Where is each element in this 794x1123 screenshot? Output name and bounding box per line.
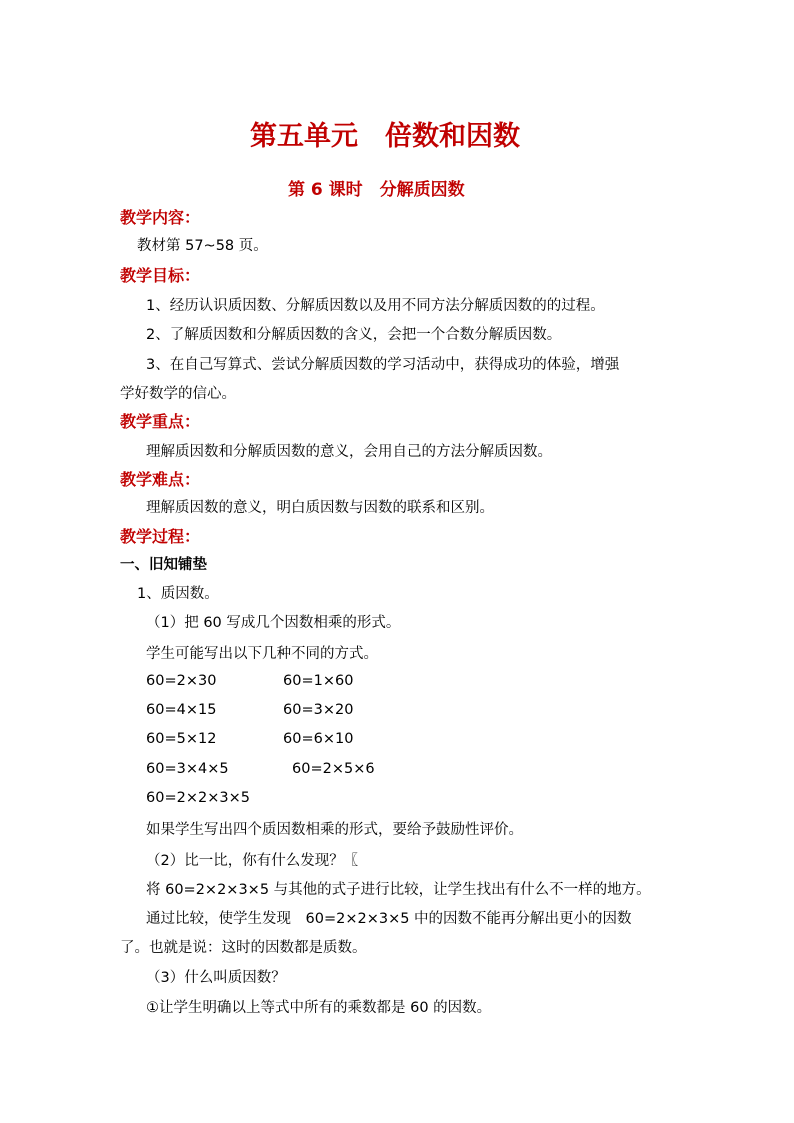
difficulties-text: 理解质因数的意义，明白质因数与因数的联系和区别。 — [146, 500, 494, 516]
difficulties-heading: 教学难点： — [120, 470, 201, 489]
objective-item-2: 2、了解质因数和分解质因数的含义，会把一个合数分解质因数。 — [146, 327, 562, 343]
equation: 60=1×60 — [283, 673, 354, 689]
discover-text-cont: 了。也就是说：这时的因数都是质数。 — [120, 940, 367, 956]
equation: 60=3×20 — [283, 702, 354, 718]
page-title: 第五单元 倍数和因数 — [250, 121, 520, 152]
equation: 60=4×15 — [146, 702, 217, 718]
equation: 60=6×10 — [283, 731, 354, 747]
process-part-1: 一、旧知铺垫 — [120, 557, 207, 573]
key-points-heading: 教学重点： — [120, 412, 201, 431]
equation: 60=2×5×6 — [292, 761, 375, 777]
question-2: （2）比一比，你有什么发现？〖 — [146, 853, 359, 869]
discover-text: 通过比较，使学生发现 60=2×2×3×5 中的因数不能再分解出更小的因数 — [146, 911, 632, 927]
objectives-heading: 教学目标： — [120, 266, 201, 285]
question-3: （3）什么叫质因数？ — [146, 970, 286, 986]
question-1: （1）把 60 写成几个因数相乘的形式。 — [146, 615, 401, 631]
equation: 60=3×4×5 — [146, 761, 229, 777]
lesson-subtitle: 第 6 课时 分解质因数 — [288, 180, 465, 200]
equation: 60=2×2×3×5 — [146, 790, 250, 806]
equation: 60=5×12 — [146, 731, 217, 747]
objective-item-3: 3、在自己写算式、尝试分解质因数的学习活动中，获得成功的体验，增强 — [146, 357, 620, 373]
process-heading: 教学过程： — [120, 527, 201, 546]
content-text: 教材第 57~58 页。 — [137, 238, 268, 254]
praise-text: 如果学生写出四个质因数相乘的形式，要给予鼓励性评价。 — [146, 822, 523, 838]
objective-item-1: 1、经历认识质因数、分解质因数以及用不同方法分解质因数的的过程。 — [146, 298, 605, 314]
objective-item-3-cont: 学好数学的信心。 — [120, 386, 236, 402]
process-sub-1: 1、质因数。 — [137, 586, 219, 602]
key-points-text: 理解质因数和分解质因数的意义，会用自己的方法分解质因数。 — [146, 444, 552, 460]
content-heading: 教学内容： — [120, 208, 201, 227]
equation: 60=2×30 — [146, 673, 217, 689]
compare-text: 将 60=2×2×3×5 与其他的式子进行比较，让学生找出有什么不一样的地方。 — [146, 882, 651, 898]
question-1-note: 学生可能写出以下几种不同的方式。 — [146, 646, 378, 662]
question-3-item: ①让学生明确以上等式中所有的乘数都是 60 的因数。 — [146, 1000, 492, 1016]
